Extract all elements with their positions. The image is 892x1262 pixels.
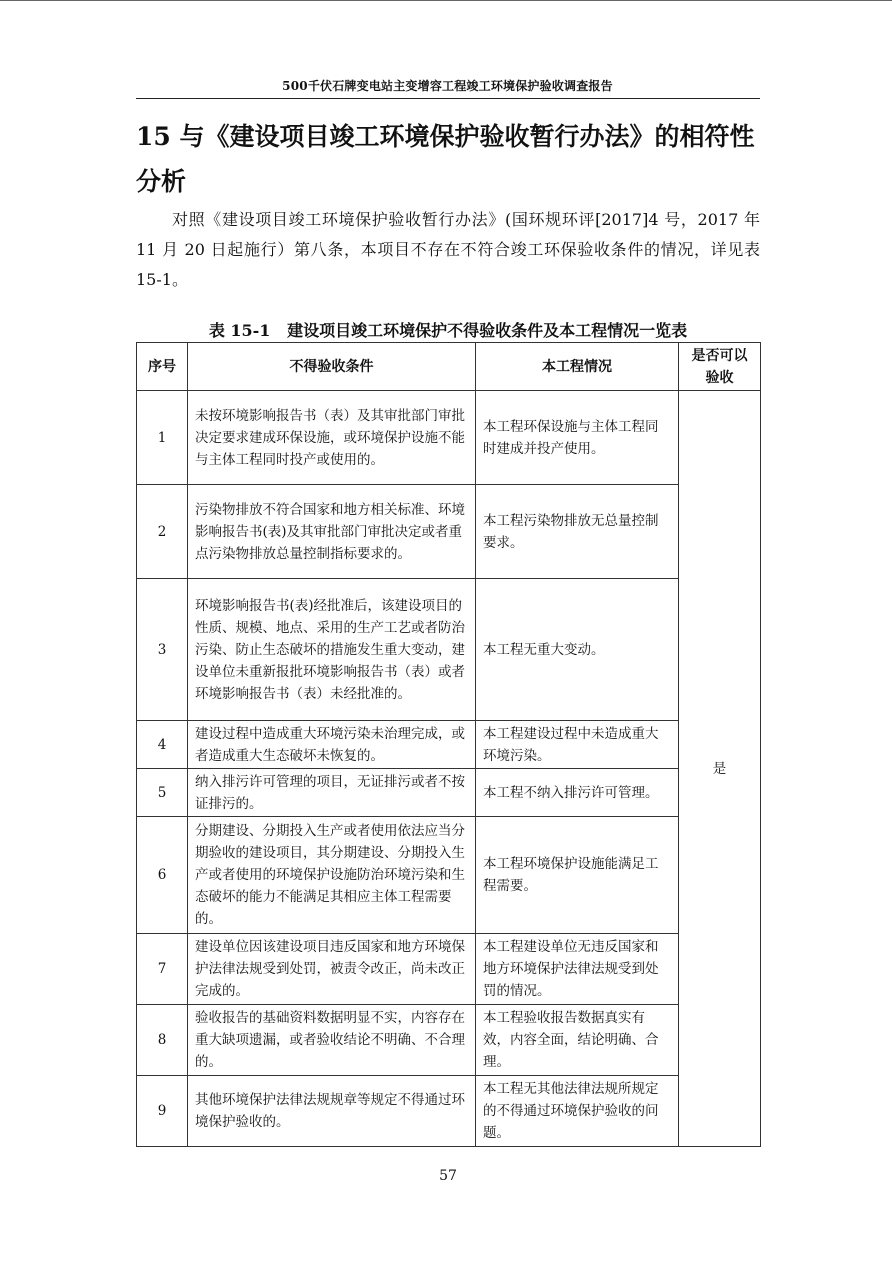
table-caption: 表 15-1 建设项目竣工环境保护不得验收条件及本工程情况一览表 <box>208 321 688 340</box>
row-situation: 本工程环保设施与主体工程同时建成并投产使用。 <box>476 391 679 485</box>
table-row <box>137 934 761 1005</box>
row-situation: 本工程验收报告数据真实有效，内容全面，结论明确、合理。 <box>476 1005 679 1076</box>
row-condition: 纳入排污许可管理的项目，无证排污或者不按证排污的。 <box>188 769 476 817</box>
row-no: 1 <box>137 391 188 485</box>
row-condition: 环境影响报告书(表)经批准后，该建设项目的性质、规模、地点、采用的生产工艺或者防治污染、防止生态破坏的措施发生重大变动，建设单位未重新报批环境影响报告书（表）或者环境影响报告书（表）未经批准的。 <box>188 579 476 721</box>
acceptable-verdict: 是 <box>679 391 761 1147</box>
row-no: 5 <box>137 769 188 817</box>
row-condition: 建设单位因该建设项目违反国家和地方环境保护法律法规受到处罚，被责令改正，尚未改正完成的。 <box>188 934 476 1005</box>
body-paragraph: 对照《建设项目竣工环境保护验收暂行办法》(国环规环评[2017]4 号，2017 年 11 月 20 日起施行）第八条，本项目不存在不符合竣工环保验收条件的情况，详见表 15-1。 <box>136 210 760 289</box>
row-no: 3 <box>137 579 188 721</box>
table-row <box>137 817 761 934</box>
row-no: 2 <box>137 485 188 579</box>
table-row <box>137 1005 761 1076</box>
table-row <box>137 579 761 721</box>
row-situation: 本工程建设单位无违反国家和地方环境保护法律法规受到处罚的情况。 <box>476 934 679 1005</box>
row-condition: 验收报告的基础资料数据明显不实，内容存在重大缺项遗漏，或者验收结论不明确、不合理的。 <box>188 1005 476 1076</box>
acceptance-conditions-table <box>136 342 761 1147</box>
header-no: 序号 <box>137 343 188 391</box>
row-no: 7 <box>137 934 188 1005</box>
page-number: 57 <box>439 1168 457 1184</box>
table-header-row <box>137 343 761 391</box>
table-row <box>137 485 761 579</box>
header-condition: 不得验收条件 <box>188 343 476 391</box>
table-row <box>137 769 761 817</box>
section-title: 15 与《建设项目竣工环境保护验收暂行办法》的相符性分析 <box>136 122 755 196</box>
row-no: 4 <box>137 721 188 769</box>
row-situation: 本工程无其他法律法规所规定的不得通过环境保护验收的问题。 <box>476 1076 679 1147</box>
header-rule <box>136 98 760 99</box>
row-situation: 本工程污染物排放无总量控制要求。 <box>476 485 679 579</box>
row-situation: 本工程建设过程中未造成重大环境污染。 <box>476 721 679 769</box>
table-row <box>137 391 761 485</box>
row-no: 8 <box>137 1005 188 1076</box>
row-no: 6 <box>137 817 188 934</box>
row-condition: 分期建设、分期投入生产或者使用依法应当分期验收的建设项目，其分期建设、分期投入生产或者使用的环境保护设施防治环境污染和生态破坏的能力不能满足其相应主体工程需要的。 <box>188 817 476 934</box>
header-acceptable: 是否可以验收 <box>679 343 761 391</box>
top-border-line <box>0 0 892 1</box>
table-row <box>137 1076 761 1147</box>
row-situation: 本工程不纳入排污许可管理。 <box>476 769 679 817</box>
row-condition: 其他环境保护法律法规规章等规定不得通过环境保护验收的。 <box>188 1076 476 1147</box>
row-condition: 未按环境影响报告书（表）及其审批部门审批决定要求建成环保设施，或环境保护设施不能与主体工程同时投产或使用的。 <box>188 391 476 485</box>
header-situation: 本工程情况 <box>476 343 679 391</box>
row-situation: 本工程环境保护设施能满足工程需要。 <box>476 817 679 934</box>
row-condition: 建设过程中造成重大环境污染未治理完成，或者造成重大生态破坏未恢复的。 <box>188 721 476 769</box>
table-row <box>137 721 761 769</box>
row-condition: 污染物排放不符合国家和地方相关标准、环境影响报告书(表)及其审批部门审批决定或者重点污染物排放总量控制指标要求的。 <box>188 485 476 579</box>
row-situation: 本工程无重大变动。 <box>476 579 679 721</box>
running-header: 500千伏石牌变电站主变增容工程竣工环境保护验收调查报告 <box>282 79 613 93</box>
row-no: 9 <box>137 1076 188 1147</box>
